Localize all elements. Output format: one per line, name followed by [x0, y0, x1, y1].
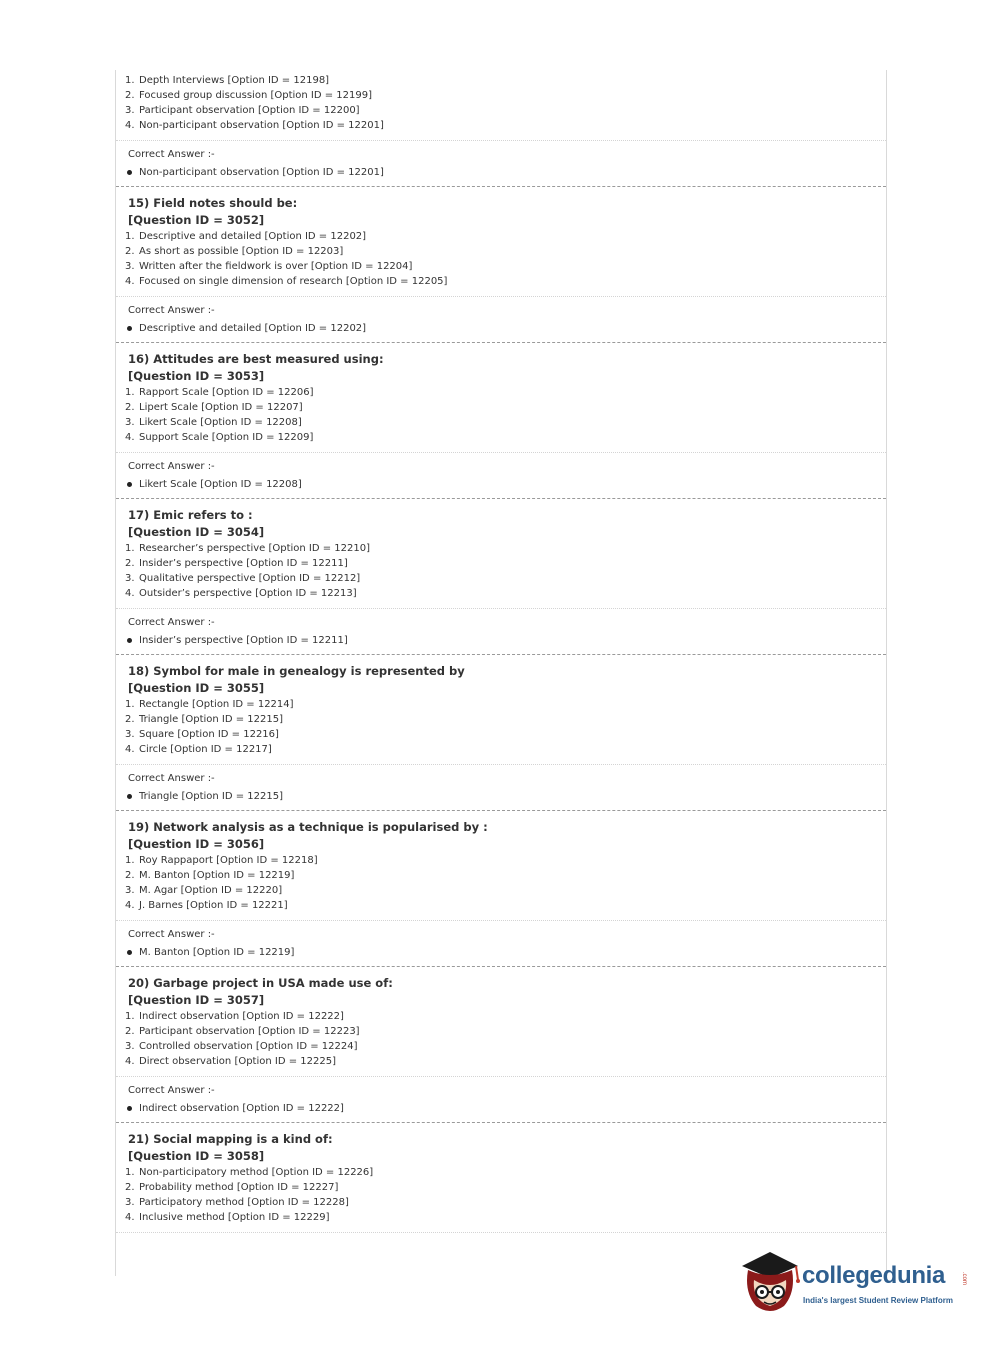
options-list	[125, 1009, 886, 1069]
question-body	[116, 1123, 886, 1225]
bullet-icon	[127, 326, 132, 331]
question-title: 17) Emic refers to :	[128, 508, 253, 522]
questions-list	[116, 187, 886, 1233]
options-list	[125, 697, 886, 757]
correct-answer	[125, 321, 886, 336]
option-text: Support Scale [Option ID = 12209]	[139, 432, 314, 443]
option	[125, 1195, 886, 1210]
correct-answer-text: M. Banton [Option ID = 12219]	[139, 947, 295, 958]
option	[125, 1024, 886, 1039]
option-text: Insider’s perspective [Option ID = 12211]	[139, 558, 348, 569]
option-text: Rapport Scale [Option ID = 12206]	[139, 387, 314, 398]
bullet-icon	[127, 170, 132, 175]
bullet-icon	[127, 638, 132, 643]
question-id: [Question ID = 3056]	[128, 837, 265, 851]
option-text: Researcher’s perspective [Option ID = 12210]	[139, 543, 371, 554]
option-text: Square [Option ID = 12216]	[139, 729, 279, 740]
correct-answer-label: Correct Answer :-	[128, 1085, 215, 1096]
question-id: [Question ID = 3058]	[128, 1149, 265, 1163]
option	[125, 586, 886, 601]
option: 4. Non-participant observation [Option ID = 12201]	[125, 120, 384, 131]
option-number: 4.	[125, 1212, 135, 1223]
option	[125, 697, 886, 712]
question-block	[116, 187, 886, 343]
option-text: Outsider’s perspective [Option ID = 12213]	[139, 588, 357, 599]
option-number: 4.	[125, 588, 135, 599]
correct-answer-text: Insider’s perspective [Option ID = 12211]	[139, 635, 348, 646]
option-number: 2.	[125, 1182, 135, 1193]
correct-answer-text: Likert Scale [Option ID = 12208]	[139, 479, 302, 490]
question-body	[116, 343, 886, 445]
correct-answer-label: Correct Answer :-	[128, 149, 215, 160]
brand-name: collegedunia	[802, 1262, 946, 1289]
bullet-icon	[127, 794, 132, 799]
correct-answer	[125, 633, 886, 648]
options-list	[125, 73, 886, 133]
option	[125, 385, 886, 400]
question-title: 16) Attitudes are best measured using:	[128, 352, 384, 366]
option	[125, 1180, 886, 1195]
option	[125, 883, 886, 898]
option	[125, 259, 886, 274]
question-id: [Question ID = 3055]	[128, 681, 265, 695]
question-title: 15) Field notes should be:	[128, 196, 298, 210]
option-text: Focused on single dimension of research [Option ID = 12205]	[139, 276, 448, 287]
option	[125, 571, 886, 586]
option: 3. Participant observation [Option ID = 12200]	[125, 105, 360, 116]
question-block	[116, 1123, 886, 1233]
correct-answer-section	[116, 765, 886, 804]
question-id: [Question ID = 3053]	[128, 369, 265, 383]
options-list	[125, 1165, 886, 1225]
option-text: Lipert Scale [Option ID = 12207]	[139, 402, 303, 413]
option: 2. Focused group discussion [Option ID = 12199]	[125, 90, 373, 101]
option-text: As short as possible [Option ID = 12203]	[139, 246, 344, 257]
collegedunia-logo	[740, 1250, 970, 1320]
option-number: 3.	[125, 885, 135, 896]
bullet-icon	[127, 950, 132, 955]
option-text: Participant observation [Option ID = 12223]	[139, 1026, 360, 1037]
option-text: Probability method [Option ID = 12227]	[139, 1182, 339, 1193]
option-text: Circle [Option ID = 12217]	[139, 744, 272, 755]
bullet-icon	[127, 482, 132, 487]
correct-answer	[125, 477, 886, 492]
option-number: 1.	[125, 1167, 135, 1178]
question-body	[116, 811, 886, 913]
option-text: Participatory method [Option ID = 12228]	[139, 1197, 349, 1208]
correct-answer-label: Correct Answer :-	[128, 929, 215, 940]
option	[125, 229, 886, 244]
question-block	[116, 343, 886, 499]
option-text: Roy Rappaport [Option ID = 12218]	[139, 855, 318, 866]
option-text: Written after the fieldwork is over [Option ID = 12204]	[139, 261, 413, 272]
option: 1. Depth Interviews [Option ID = 12198]	[125, 75, 330, 86]
option-text: M. Banton [Option ID = 12219]	[139, 870, 295, 881]
question-body	[116, 655, 886, 757]
option-number: 4.	[125, 1056, 135, 1067]
options-list	[125, 385, 886, 445]
correct-answer-text: Descriptive and detailed [Option ID = 12202]	[139, 323, 367, 334]
correct-answer-section	[116, 609, 886, 648]
option	[125, 400, 886, 415]
option	[125, 1210, 886, 1225]
correct-answer-label: Correct Answer :-	[128, 617, 215, 628]
option-number: 2.	[125, 402, 135, 413]
correct-answer-label: Correct Answer :-	[128, 773, 215, 784]
option-number: 4.	[125, 744, 135, 755]
question-block	[116, 499, 886, 655]
question-title: 20) Garbage project in USA made use of:	[128, 976, 393, 990]
option-text: Qualitative perspective [Option ID = 12212]	[139, 573, 361, 584]
correct-answer	[125, 1101, 886, 1116]
option	[125, 415, 886, 430]
option-text: Inclusive method [Option ID = 12229]	[139, 1212, 330, 1223]
option	[125, 1009, 886, 1024]
option	[125, 430, 886, 445]
option-text: Likert Scale [Option ID = 12208]	[139, 417, 302, 428]
option-number: 3.	[125, 417, 135, 428]
correct-answer-section	[116, 141, 886, 180]
option-text: M. Agar [Option ID = 12220]	[139, 885, 283, 896]
question-id: [Question ID = 3057]	[128, 993, 265, 1007]
option	[125, 556, 886, 571]
correct-answer-text: Triangle [Option ID = 12215]	[139, 791, 284, 802]
question-body	[116, 187, 886, 289]
mascot-icon	[740, 1250, 802, 1320]
options-list	[125, 229, 886, 289]
option	[125, 898, 886, 913]
question-id: [Question ID = 3054]	[128, 525, 265, 539]
option-number: 1.	[125, 387, 135, 398]
question-paper-page	[115, 70, 887, 1276]
option-text: Descriptive and detailed [Option ID = 12202]	[139, 231, 367, 242]
option	[125, 712, 886, 727]
question-id: [Question ID = 3052]	[128, 213, 265, 227]
option	[125, 868, 886, 883]
correct-answer	[125, 789, 886, 804]
correct-answer-label: Correct Answer :-	[128, 305, 215, 316]
option-text: Direct observation [Option ID = 12225]	[139, 1056, 336, 1067]
option-number: 3.	[125, 573, 135, 584]
option-number: 2.	[125, 558, 135, 569]
option-number: 3.	[125, 1041, 135, 1052]
divider	[116, 1232, 886, 1233]
option	[125, 1165, 886, 1180]
bullet-icon	[127, 1106, 132, 1111]
correct-answer-label: Correct Answer :-	[128, 461, 215, 472]
question-block	[116, 967, 886, 1123]
option-number: 3.	[125, 1197, 135, 1208]
question-title: 19) Network analysis as a technique is popularised by :	[128, 820, 488, 834]
question-14-fragment	[116, 70, 886, 187]
option-number: 4.	[125, 432, 135, 443]
question-body	[116, 967, 886, 1069]
option-text: J. Barnes [Option ID = 12221]	[139, 900, 288, 911]
option-number: 1.	[125, 231, 135, 242]
option-number: 2.	[125, 246, 135, 257]
correct-answer-text: Indirect observation [Option ID = 12222]	[139, 1103, 344, 1114]
question-title: 21) Social mapping is a kind of:	[128, 1132, 333, 1146]
option-number: 1.	[125, 699, 135, 710]
option-text: Indirect observation [Option ID = 12222]	[139, 1011, 344, 1022]
brand-domain: .com	[961, 1272, 967, 1286]
option-number: 2.	[125, 870, 135, 881]
option-number: 1.	[125, 543, 135, 554]
options-list	[125, 541, 886, 601]
option-number: 4.	[125, 276, 135, 287]
question-block	[116, 655, 886, 811]
correct-answer-section	[116, 1077, 886, 1116]
option	[125, 742, 886, 757]
question-block	[116, 811, 886, 967]
options-list	[125, 853, 886, 913]
option-number: 1.	[125, 855, 135, 866]
brand-tagline: India's largest Student Review Platform	[803, 1296, 953, 1305]
correct-answer-section	[116, 921, 886, 960]
question-body	[116, 499, 886, 601]
correct-answer-section	[116, 297, 886, 336]
option	[125, 853, 886, 868]
correct-answer	[125, 945, 886, 960]
option	[125, 727, 886, 742]
option-text: Controlled observation [Option ID = 12224]	[139, 1041, 358, 1052]
option-number: 3.	[125, 261, 135, 272]
option	[125, 1039, 886, 1054]
option-number: 4.	[125, 900, 135, 911]
option-number: 2.	[125, 714, 135, 725]
option	[125, 541, 886, 556]
option	[125, 274, 886, 289]
option	[125, 1054, 886, 1069]
question-title: 18) Symbol for male in genealogy is represented by	[128, 664, 465, 678]
correct-answer: Non-participant observation [Option ID = 12201]	[125, 165, 886, 180]
option-number: 3.	[125, 729, 135, 740]
option-number: 1.	[125, 1011, 135, 1022]
option-number: 2.	[125, 1026, 135, 1037]
correct-answer-section	[116, 453, 886, 492]
option-text: Non-participatory method [Option ID = 12226]	[139, 1167, 374, 1178]
option-text: Triangle [Option ID = 12215]	[139, 714, 284, 725]
option	[125, 244, 886, 259]
option-text: Rectangle [Option ID = 12214]	[139, 699, 294, 710]
